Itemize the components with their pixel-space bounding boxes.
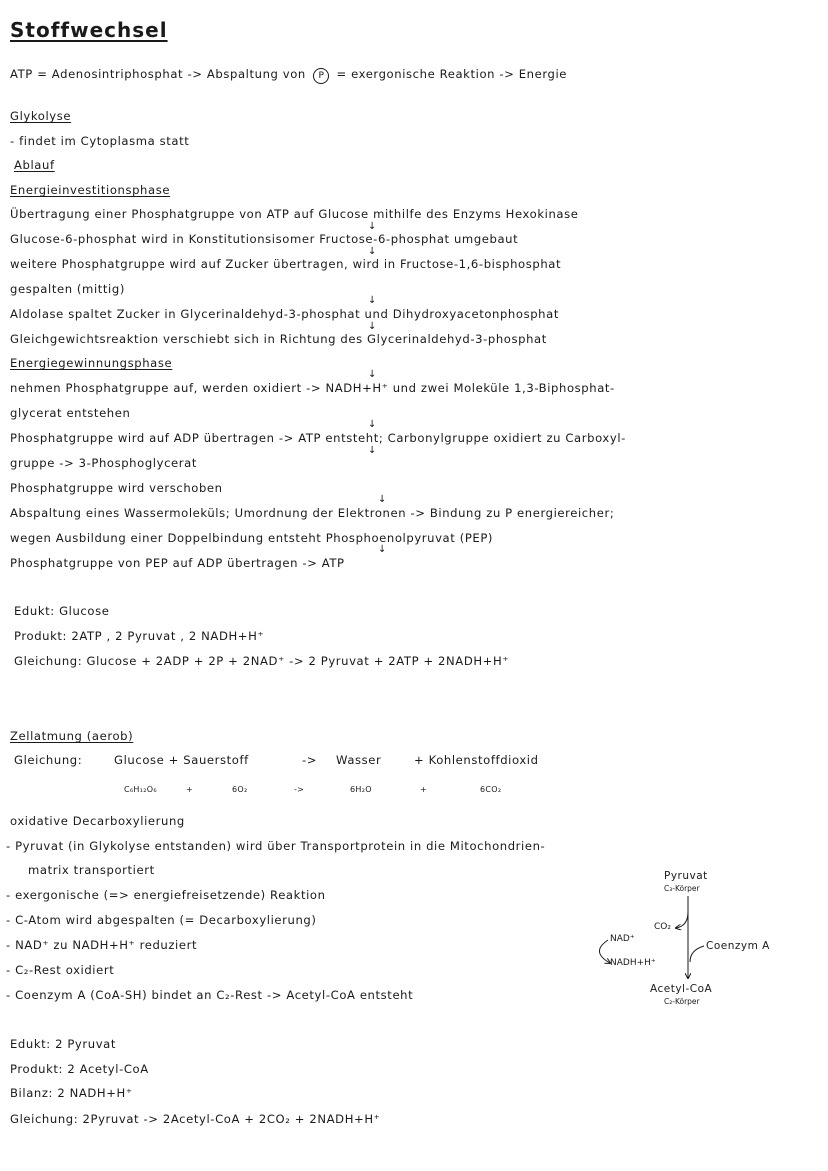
diagram-coenzym-a: Coenzym A [706, 940, 770, 952]
decarb-line-1: - Pyruvat (in Glykolyse entstanden) wird über Transportprotein in die Mitochondrien- [6, 839, 546, 853]
diagram-coa-arrow [690, 946, 704, 962]
glykolyse-line-11: Phosphatgruppe wird verschoben [10, 481, 223, 495]
decarb-heading: oxidative Decarboxylierung [10, 814, 185, 828]
decarb-bilanz: Bilanz: 2 NADH+H⁺ [10, 1086, 133, 1100]
step-arrow-icon: ↓ [368, 445, 377, 456]
ablauf-heading: Ablauf [14, 158, 55, 172]
glykolyse-edukt: Edukt: Glucose [14, 604, 110, 618]
glykolyse-line-14: Phosphatgruppe von PEP auf ADP übertragen -> ATP [10, 556, 345, 570]
glykolyse-produkt: Produkt: 2ATP , 2 Pyruvat , 2 NADH+H⁺ [14, 629, 265, 643]
decarb-line-5: - NAD⁺ zu NADH+H⁺ reduziert [6, 938, 198, 952]
zellatmung-word-1: Glucose + Sauerstoff [114, 753, 249, 767]
glykolyse-line-1: Übertragung einer Phosphatgruppe von ATP auf Glucose mithilfe des Enzyms Hexokinase [10, 207, 579, 221]
glykolyse-line-5: Aldolase spaltet Zucker in Glycerinaldehyd-3-phosphat und Dihydroxyacetonphosphat [10, 307, 559, 321]
formula-co2: 6CO₂ [480, 785, 502, 794]
step-arrow-icon: ↓ [378, 544, 387, 555]
decarb-line-2: matrix transportiert [28, 863, 155, 877]
glykolyse-line-4: gespalten (mittig) [10, 282, 125, 296]
atp-line-after: = exergonische Reaktion -> Energie [336, 67, 568, 81]
step-arrow-icon: ↓ [368, 321, 377, 332]
decarb-produkt: Produkt: 2 Acetyl-CoA [10, 1062, 149, 1076]
formula-water: 6H₂O [350, 785, 372, 794]
glykolyse-heading: Glykolyse [10, 109, 72, 123]
diagram-co2-arrow [676, 912, 688, 928]
decarb-line-3: - exergonische (=> energiefreisetzende) Reaktion [6, 888, 326, 902]
diagram-acetyl-sub: C₂-Körper [664, 997, 700, 1006]
step-arrow-icon: ↓ [368, 221, 377, 232]
glykolyse-line-8: glycerat entstehen [10, 406, 131, 420]
step-arrow-icon: ↓ [368, 246, 377, 257]
phase1-heading: Energieinvestitionsphase [10, 183, 171, 197]
decarb-line-6: - C₂-Rest oxidiert [6, 963, 115, 977]
glykolyse-line-9: Phosphatgruppe wird auf ADP übertragen -> ATP entsteht; Carbonylgruppe oxidiert zu Carboxyl- [10, 431, 626, 445]
diagram-co2: CO₂ [654, 922, 671, 932]
zellatmung-gleichung-label: Gleichung: [14, 753, 83, 767]
diagram-nad-arrow [599, 940, 610, 963]
formula-plus-2: + [420, 785, 428, 794]
diagram-pyruvat-sub: C₃-Körper [664, 884, 700, 893]
phosphate-circle-icon: P [313, 68, 329, 84]
step-arrow-icon: ↓ [378, 494, 387, 505]
decarb-line-4: - C-Atom wird abgespalten (= Decarboxylierung) [6, 913, 317, 927]
diagram-nadh: NADH+H⁺ [610, 958, 656, 968]
zellatmung-word-4: + Kohlenstoffdioxid [414, 753, 539, 767]
zellatmung-heading: Zellatmung (aerob) [10, 729, 134, 743]
formula-glucose: C₆H₁₂O₆ [124, 785, 157, 794]
decarb-line-7: - Coenzym A (CoA-SH) bindet an C₂-Rest -> Acetyl-CoA entsteht [6, 988, 414, 1002]
formula-oxygen: 6O₂ [232, 785, 248, 794]
formula-arrow: -> [294, 785, 305, 794]
glykolyse-gleichung: Gleichung: Glucose + 2ADP + 2P + 2NAD⁺ -> 2 Pyruvat + 2ATP + 2NADH+H⁺ [14, 654, 510, 668]
page-title: Stoffwechsel [10, 18, 168, 42]
step-arrow-icon: ↓ [368, 419, 377, 430]
diagram-acetyl-coa: Acetyl-CoA [650, 983, 713, 995]
zellatmung-word-2: -> [302, 753, 318, 767]
glykolyse-line-7: nehmen Phosphatgruppe auf, werden oxidiert -> NADH+H⁺ und zwei Moleküle 1,3-Biphosphat- [10, 381, 615, 395]
zellatmung-word-3: Wasser [336, 753, 382, 767]
glykolyse-line-3: weitere Phosphatgruppe wird auf Zucker übertragen, wird in Fructose-1,6-bisphosphat [10, 257, 562, 271]
step-arrow-icon: ↓ [368, 369, 377, 380]
atp-line [10, 66, 567, 84]
glykolyse-line-10: gruppe -> 3-Phosphoglycerat [10, 456, 197, 470]
decarb-edukt: Edukt: 2 Pyruvat [10, 1037, 117, 1051]
diagram-pyruvat: Pyruvat [664, 870, 708, 882]
glykolyse-ort: - findet im Cytoplasma statt [10, 134, 190, 148]
diagram-nad: NAD⁺ [610, 934, 635, 944]
decarb-gleichung: Gleichung: 2Pyruvat -> 2Acetyl-CoA + 2CO₂ + 2NADH+H⁺ [10, 1112, 381, 1126]
glykolyse-line-12: Abspaltung eines Wassermoleküls; Umordnung der Elektronen -> Bindung zu P energiereicher; [10, 506, 615, 520]
glykolyse-line-6: Gleichgewichtsreaktion verschiebt sich in Richtung des Glycerinaldehyd-3-phosphat [10, 332, 547, 346]
glykolyse-line-13: wegen Ausbildung einer Doppelbindung entsteht Phosphoenolpyruvat (PEP) [10, 531, 494, 545]
glykolyse-line-2: Glucose-6-phosphat wird in Konstitutionsisomer Fructose-6-phosphat umgebaut [10, 232, 519, 246]
step-arrow-icon: ↓ [368, 295, 377, 306]
atp-line-before: ATP = Adenosintriphosphat -> Abspaltung von [10, 67, 306, 81]
phase2-heading: Energiegewinnungsphase [10, 356, 173, 370]
formula-plus-1: + [186, 785, 194, 794]
